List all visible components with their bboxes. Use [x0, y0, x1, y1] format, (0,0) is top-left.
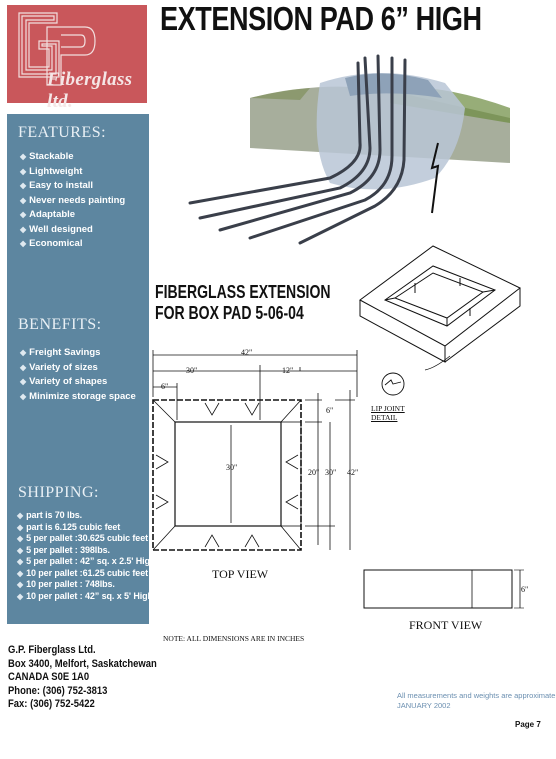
- bullet-icon: ◆: [17, 511, 24, 520]
- bullet-icon: ◆: [20, 181, 27, 190]
- page-title: EXTENSION PAD 6” HIGH: [160, 0, 482, 37]
- dim-42-top: 42": [241, 348, 253, 357]
- bullet-icon: ◆: [20, 362, 27, 372]
- features-item: ◆ Easy to install: [20, 180, 94, 191]
- dimensions-note: NOTE: ALL DIMENSIONS ARE IN INCHES: [163, 634, 305, 643]
- features-item: ◆ Lightweight: [20, 165, 83, 177]
- features-item: ◆ Stackable: [20, 151, 74, 162]
- benefits-item: ◆ Variety of shapes: [20, 376, 108, 387]
- approximate-note: All measurements and weights are approximate JANUARY 2002: [397, 691, 556, 710]
- lip-joint-label: LIP JOINT DETAIL: [371, 404, 405, 422]
- dim-30-top: 30": [186, 366, 198, 375]
- dim-6-right: 6": [326, 406, 334, 415]
- shipping-heading: SHIPPING:: [18, 484, 99, 501]
- shipping-list: [17, 510, 155, 602]
- dim-12-top: 12": [282, 366, 294, 375]
- fax-line: Fax: (306) 752-5422: [8, 698, 95, 710]
- bullet-icon: ◆: [17, 580, 24, 589]
- product-subtitle: [155, 282, 331, 324]
- shipping-item: ◆ part is 6.125 cubic feet: [17, 521, 121, 532]
- shipping-item: ◆ 10 per pallet : 42” sq. x 5' High: [17, 590, 153, 601]
- logo-text: Fiberglass ltd.: [47, 69, 133, 112]
- bullet-icon: ◆: [20, 239, 27, 248]
- bullet-icon: ◆: [20, 224, 27, 234]
- isometric-drawing: [355, 238, 525, 383]
- page-number: Page 7: [515, 720, 541, 729]
- front-view-drawing: [362, 564, 532, 614]
- bullet-icon: ◆: [20, 377, 27, 386]
- shipping-item: ◆ 10 per pallet :61.25 cubic feet: [17, 567, 149, 578]
- country-line: CANADA S0E 1A0: [8, 671, 90, 683]
- phone-line: Phone: (306) 752-3813: [8, 684, 108, 697]
- features-list: [20, 150, 125, 252]
- dim-20-right: 20": [308, 468, 320, 477]
- front-view-label: FRONT VIEW: [409, 618, 483, 632]
- bullet-icon: ◆: [20, 210, 27, 219]
- shipping-item: ◆ 5 per pallet : 398lbs.: [17, 544, 110, 555]
- bullet-icon: ◆: [17, 568, 24, 578]
- front-dim: 6": [521, 585, 529, 594]
- features-item: ◆ Economical: [20, 238, 83, 249]
- shipping-item: ◆ 5 per pallet : 42” sq. x 2.5' High: [17, 556, 156, 566]
- contact-block: [8, 644, 181, 712]
- dim-30-right: 30": [325, 468, 337, 477]
- bullet-icon: ◆: [20, 195, 27, 205]
- bullet-icon: ◆: [20, 152, 27, 161]
- company-logo: [7, 5, 147, 112]
- bullet-icon: ◆: [20, 348, 27, 357]
- bullet-icon: ◆: [17, 545, 24, 555]
- bullet-icon: ◆: [20, 391, 27, 401]
- benefits-item: ◆ Variety of sizes: [20, 361, 98, 373]
- top-view-label: TOP VIEW: [212, 567, 269, 581]
- benefits-list: [20, 346, 136, 404]
- subtitle-line-2: FOR BOX PAD 5-06-04: [155, 303, 304, 323]
- shipping-item: ◆ part is 70 lbs.: [17, 510, 83, 520]
- address-line: Box 3400, Melfort, Saskatchewan: [8, 657, 157, 670]
- bullet-icon: ◆: [17, 534, 24, 543]
- shipping-item: ◆ 5 per pallet :30.625 cubic feet: [17, 533, 149, 543]
- shipping-item: ◆ 10 per pallet : 748lbs.: [17, 579, 115, 589]
- dim-30-center: 30": [226, 463, 238, 472]
- bullet-icon: ◆: [17, 522, 24, 532]
- bullet-icon: ◆: [20, 166, 27, 176]
- top-view-drawing: [150, 345, 365, 555]
- features-item: ◆ Adaptable: [20, 209, 76, 220]
- benefits-item: ◆ Minimize storage space: [20, 390, 136, 402]
- bullet-icon: ◆: [17, 591, 24, 601]
- bullet-icon: ◆: [17, 557, 24, 566]
- company-name: G.P. Fiberglass Ltd.: [8, 644, 96, 656]
- subtitle-line-1: FIBERGLASS EXTENSION: [155, 282, 331, 302]
- features-heading: FEATURES:: [18, 124, 107, 141]
- sidebar: [7, 114, 156, 624]
- benefits-heading: BENEFITS:: [18, 316, 102, 333]
- lip-joint-icon: [378, 370, 418, 400]
- box-pad-illustration: [180, 38, 520, 248]
- dim-42-right: 42": [347, 468, 359, 477]
- features-item: ◆ Never needs painting: [20, 194, 126, 206]
- benefits-item: ◆ Freight Savings: [20, 347, 101, 358]
- features-item: ◆ Well designed: [20, 223, 93, 235]
- dim-6-left: 6": [161, 382, 169, 391]
